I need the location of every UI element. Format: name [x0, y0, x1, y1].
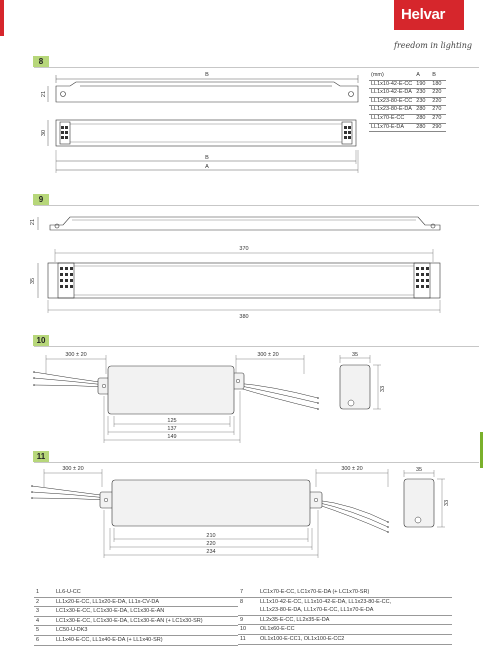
wire-length-right: 300 ± 20 — [257, 352, 279, 358]
dim-21: 21 — [30, 218, 36, 226]
dim-125: 125 — [167, 418, 177, 424]
a-cell: 280 — [414, 123, 430, 132]
model-cell: LL1x10-42-E-CC — [369, 80, 414, 89]
legend-number: 1 — [34, 588, 54, 597]
table-header-cell: (mm) — [369, 72, 414, 80]
wire-length-left: 300 ± 20 — [65, 352, 87, 358]
legend-text: LC50-U-DK3 — [54, 626, 238, 636]
legend-number: 9 — [238, 615, 258, 625]
legend-text: LC1x30-E-CC, LC1x30-E-DA, LC1x30-E-AN — [54, 607, 238, 617]
a-cell: 230 — [414, 97, 430, 106]
legend-text: LL1x23-80-E-DA, LL1x70-E-CC, LL1x70-E-DA — [258, 606, 452, 615]
dim-21: 21 — [41, 90, 47, 98]
model-cell: LL1x23-80-E-DA — [369, 106, 414, 115]
a-cell: 230 — [414, 89, 430, 98]
legend-number: 10 — [238, 625, 258, 635]
dim-a: A — [205, 164, 209, 170]
legend-row — [238, 606, 452, 615]
dim-210: 210 — [206, 533, 216, 539]
end-width-35: 35 — [351, 352, 359, 358]
brand-tagline: freedom in lighting — [394, 41, 473, 50]
table-header-cell: B — [430, 72, 446, 80]
legend-text: LC1x70-E-CC, LC1x70-E-DA (+ LC1x70-SR) — [258, 588, 452, 597]
dim-b-bottom: B — [205, 155, 209, 161]
brand-name: Helvar — [401, 6, 446, 23]
legend-row — [34, 626, 238, 636]
dim-137: 137 — [167, 426, 177, 432]
table-header-cell: A — [414, 72, 430, 80]
section-label-10: 10 — [33, 335, 49, 346]
legend-number: 4 — [34, 616, 54, 626]
b-cell: 290 — [430, 123, 446, 132]
legend-row — [34, 616, 238, 626]
legend-number: 3 — [34, 607, 54, 617]
end-height-33: 33 — [444, 499, 450, 507]
legend-row — [238, 597, 452, 606]
legend-text: LC1x30-E-CC, LC1x30-E-DA, LC1x30-E-AN (+ LC1x30-SR) — [54, 616, 238, 626]
legend-row — [238, 615, 452, 625]
b-cell: 270 — [430, 106, 446, 115]
dim-30: 30 — [41, 129, 47, 137]
model-cell: LL1x10-42-E-DA — [369, 89, 414, 98]
b-cell: 220 — [430, 89, 446, 98]
b-cell: 220 — [430, 97, 446, 106]
section-label-9: 9 — [33, 194, 49, 205]
model-cell: LL1x70-E-CC — [369, 114, 414, 123]
legend-number: 7 — [238, 588, 258, 597]
legend-number: 11 — [238, 634, 258, 644]
b-cell: 180 — [430, 80, 446, 89]
legend-row — [34, 607, 238, 617]
a-cell: 280 — [414, 114, 430, 123]
dim-220: 220 — [206, 541, 216, 547]
dim-370: 370 — [239, 246, 249, 252]
end-height-33: 33 — [380, 385, 386, 393]
legend-row — [34, 597, 238, 607]
legend-text: LL1x10-42-E-CC, LL1x10-42-E-DA, LL1x23-80-E-CC, — [260, 598, 392, 605]
a-cell: 280 — [414, 106, 430, 115]
legend-row — [238, 588, 452, 597]
dim-380: 380 — [239, 314, 249, 320]
legend-text: LL1x20-E-CC, LL1x20-E-DA, LL1x-CV-DA — [54, 597, 238, 607]
model-cell: LL1x70-E-DA — [369, 123, 414, 132]
dim-149: 149 — [167, 434, 177, 440]
legend-row — [238, 634, 452, 644]
wire-length-left: 300 ± 20 — [62, 466, 84, 472]
legend-right — [238, 588, 452, 645]
legend-text: LL2x35-E-CC, LL2x35-E-DA — [258, 615, 452, 625]
a-cell: 190 — [414, 80, 430, 89]
dim-35: 35 — [30, 277, 36, 285]
legend-left — [34, 588, 238, 646]
legend-row — [238, 625, 452, 635]
dim-b-top: B — [205, 72, 209, 78]
end-width-35: 35 — [415, 467, 423, 473]
legend-number: 8 — [240, 598, 244, 605]
legend-text: LL1x40-E-CC, LL1x40-E-DA (+ LL1x40-SR) — [54, 635, 238, 645]
legend-row — [34, 635, 238, 645]
legend-row — [34, 588, 238, 597]
legend-number: 5 — [34, 626, 54, 636]
legend-text: OL1x60-E-CC — [258, 625, 452, 635]
section-label-8: 8 — [33, 56, 49, 67]
legend-number: 2 — [34, 597, 54, 607]
legend-text: OL1x100-E-CC1, OL1x100-E-CC2 — [258, 634, 452, 644]
section-label-11: 11 — [33, 451, 49, 462]
dim-234: 234 — [206, 549, 216, 555]
legend-text: LL6-U-CC — [54, 588, 238, 597]
wire-length-right: 300 ± 20 — [341, 466, 363, 472]
model-cell: LL1x23-80-E-CC — [369, 97, 414, 106]
b-cell: 270 — [430, 114, 446, 123]
legend-number — [238, 606, 258, 615]
legend-number: 6 — [34, 635, 54, 645]
